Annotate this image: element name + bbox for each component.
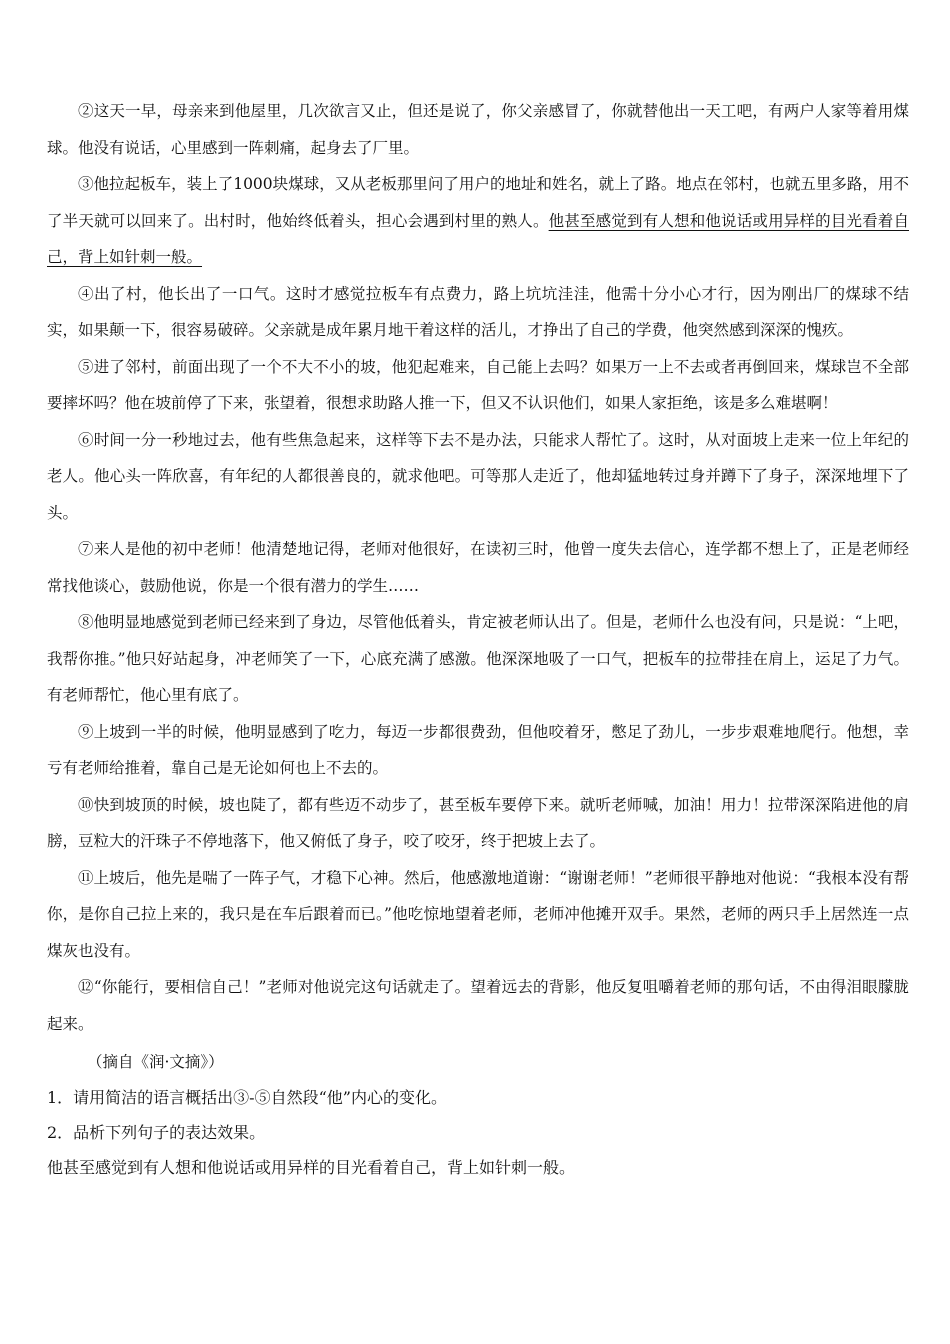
question-2-sentence: 他甚至感觉到有人想和他说话或用异样的目光看着自己，背上如针刺一般。 <box>47 1158 576 1177</box>
document-page <box>47 93 909 1185</box>
question-1: 1．请用简洁的语言概括出③-⑤自然段“他”内心的变化。 <box>47 1088 447 1107</box>
paragraph-text: 他拉起板车，装上了1000块煤球，又从老板那里问了用户的地址和姓名，就上了路。地点在邻村，也就五里多路，用不了半天就可以回来了。出村时，他始终低着头，担心会遇到村里的熟人。 <box>47 175 909 230</box>
paragraph-text: 上坡到一半的时候，他明显感到了吃力，每迈一步都很费劲，但他咬着牙，憋足了劲儿，一步步艰难地爬行。他想，幸亏有老师给推着，靠自己是无论如何也上不去的。 <box>47 722 909 777</box>
paragraph-text: 快到坡顶的时候，坡也陡了，都有些迈不动步了，甚至板车要停下来。就听老师喊，加油！用力！拉带深深陷进他的肩膀，豆粒大的汗珠子不停地落下，他又俯低了身子，咬了咬牙，终于把坡上去了。 <box>47 795 909 850</box>
paragraph-2 <box>47 93 909 166</box>
paragraph-7 <box>47 531 909 604</box>
paragraph-text: “你能行，要相信自己！”老师对他说完这句话就走了。望着远去的背影，他反复咀嚼着老师的那句话，不由得泪眼朦胧起来。 <box>47 978 909 1033</box>
underlined-sentence: 他甚至感觉到有人想和他说话或用异样的目光看着自己，背上如针刺一般。 <box>47 211 909 266</box>
paragraph-number: ⑥ <box>78 430 94 449</box>
paragraph-3 <box>47 166 909 276</box>
paragraph-number: ⑧ <box>78 613 94 631</box>
paragraph-text: 来人是他的初中老师！他清楚地记得，老师对他很好，在读初三时，他曾一度失去信心，连学都不想上了，正是老师经常找他谈心，鼓励他说，你是一个很有潜力的学生…… <box>47 540 909 595</box>
paragraph-9 <box>47 714 909 787</box>
paragraph-5 <box>47 349 909 422</box>
paragraph-number: ⑨ <box>78 722 94 741</box>
paragraph-number: ⑪ <box>78 868 94 887</box>
paragraph-6 <box>47 422 909 532</box>
paragraph-12 <box>47 969 909 1042</box>
paragraph-8 <box>47 604 909 714</box>
paragraph-number: ⑫ <box>78 978 94 996</box>
paragraph-number: ⑦ <box>78 540 94 558</box>
question-2: 2．品析下列句子的表达效果。 <box>47 1123 266 1142</box>
paragraph-11 <box>47 860 909 970</box>
paragraph-number: ④ <box>78 284 94 303</box>
paragraph-10 <box>47 787 909 860</box>
paragraph-text: 时间一分一秒地过去，他有些焦急起来，这样等下去不是办法，只能求人帮忙了。这时，从对面坡上走来一位上年纪的老人。他心头一阵欣喜，有年纪的人都很善良的，就求他吧。可等那人走近了，他却猛地转过身并蹲下了身子，深深地埋下了头。 <box>47 430 909 522</box>
paragraph-text: 他明显地感觉到老师已经来到了身边，尽管他低着头，肯定被老师认出了。但是，老师什么也没有问，只是说：“上吧，我帮你推。”他只好站起身，冲老师笑了一下，心底充满了感激。他深深地吸了一口气，把板车的拉带挂在肩上，运足了力气。有老师帮忙，他心里有底了。 <box>47 613 909 704</box>
paragraph-4 <box>47 276 909 349</box>
paragraph-text: 上坡后，他先是喘了一阵子气，才稳下心神。然后，他感激地道谢：“谢谢老师！”老师很平静地对他说：“我根本没有帮你，是你自己拉上来的，我只是在车后跟着而已。”他吃惊地望着老师，老师冲他摊开双手。果然，老师的两只手上居然连一点煤灰也没有。 <box>47 868 909 960</box>
paragraph-number: ③ <box>78 175 94 193</box>
paragraph-text: 这天一早，母亲来到他屋里，几次欲言又止，但还是说了，你父亲感冒了，你就替他出一天工吧，有两户人家等着用煤球。他没有说话，心里感到一阵刺痛，起身去了厂里。 <box>47 102 909 157</box>
paragraph-number: ⑤ <box>78 357 94 376</box>
paragraph-text: 进了邻村，前面出现了一个不大不小的坡，他犯起难来，自己能上去吗？如果万一上不去或者再倒回来，煤球岂不全部要摔坏吗？他在坡前停了下来，张望着，很想求助路人推一下，但又不认识他们，如果人家拒绝，该是多么难堪啊！ <box>47 357 909 412</box>
paragraph-number: ② <box>78 102 94 120</box>
source-citation: （摘自《润·文摘》） <box>87 1053 224 1071</box>
paragraph-text: 出了村，他长出了一口气。这时才感觉拉板车有点费力，路上坑坑洼洼，他需十分小心才行，因为刚出厂的煤球不结实，如果颠一下，很容易破碎。父亲就是成年累月地干着这样的活儿，才挣出了自己的学费，他突然感到深深的愧疚。 <box>47 284 909 339</box>
paragraph-number: ⑩ <box>78 795 94 814</box>
